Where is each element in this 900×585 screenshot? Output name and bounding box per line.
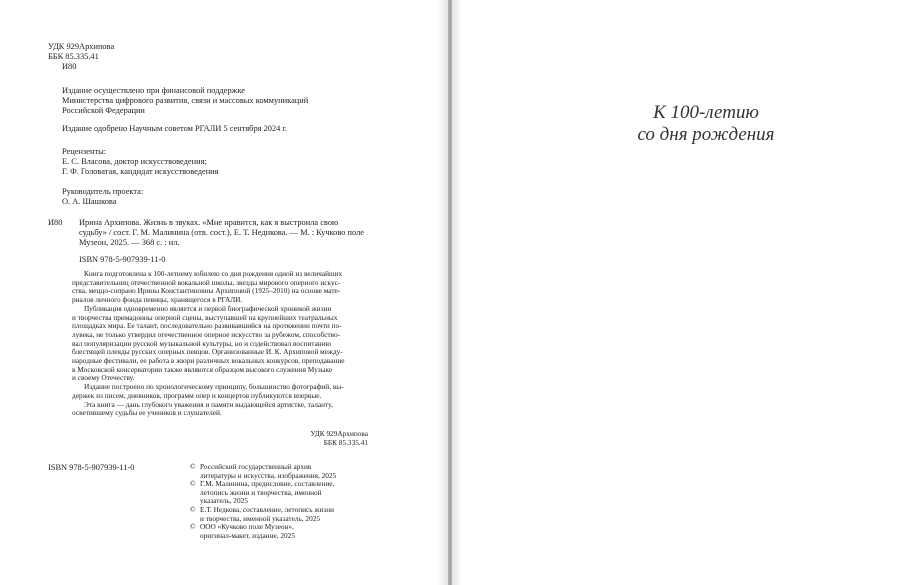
- reviewer: Е. С. Власова, доктор искусствоведения;: [62, 157, 207, 166]
- copyright-line: Г.М. Малинина, предисловие, составление,: [200, 479, 335, 489]
- annotation-line: риалов личного фонда певицы, хранящегося в РГАЛИ.: [72, 296, 243, 305]
- annotation-line: вал популяризации русской музыкальной культуры, но и содействовал воспитанию: [72, 339, 332, 348]
- reviewers-label: Рецензенты:: [62, 147, 107, 156]
- annotation-line: и творчества примадонны оперной сцены, выступавшей на крупнейших театральных: [72, 313, 338, 322]
- annotation-paragraph: [72, 305, 368, 383]
- copyright-symbol: ©: [190, 479, 196, 489]
- bottom-udk: УДК 929Архипова: [310, 429, 368, 438]
- catalog-line: судьбу» / сост. Г. М. Малинина (отв. сост.), Е. Т. Неднкова. — М. : Кучково поле: [79, 228, 364, 237]
- copyright-line: Российский государственный архив: [200, 462, 312, 471]
- copyright-line: литературы и искусства, изображения, 2025: [200, 470, 337, 480]
- bottom-bbk: ББК 85.335.41: [323, 437, 368, 447]
- author-mark: И80: [62, 62, 77, 71]
- bbk-code: ББК 85.335.41: [48, 52, 99, 61]
- classification-block: [48, 42, 114, 72]
- copyright-line: и творчества, именной указатель, 2025: [200, 513, 321, 523]
- annotation-paragraph: [72, 401, 368, 418]
- support-note: [62, 86, 308, 116]
- annotation-line: народные фестивали, ее работа в жюри различных вокальных конкурсов, преподавание: [72, 357, 345, 366]
- catalog-isbn: ISBN 978-5-907939-11-0: [79, 255, 166, 264]
- annotation: [72, 270, 368, 418]
- annotation-paragraph: [72, 270, 368, 305]
- catalog-entry: [79, 218, 364, 248]
- copyright-line: оригинал-макет, издание, 2025: [200, 530, 295, 540]
- project-head-block: [62, 187, 143, 207]
- annotation-line: лувека, не только утвердил отечественное оперное искусство за рубежом, способство-: [72, 330, 341, 339]
- copyright-entry: [190, 506, 360, 523]
- support-line: Российской Федерации: [62, 106, 145, 115]
- copyright-entry: [190, 463, 360, 480]
- project-head-name: О. А. Шашкова: [62, 197, 117, 206]
- right-page: [452, 0, 900, 585]
- copyright-entry: [190, 523, 360, 540]
- annotation-line: представительниц отечественной вокальной школы, звезды мирового оперного искус-: [72, 278, 341, 287]
- approval-note: Издание одобрено Научным советом РГАЛИ 5 сентября 2024 г.: [62, 124, 287, 133]
- reviewers-block: [62, 147, 219, 177]
- annotation-line: в Московской консерватории также являются образцом высокого служения Музыке: [72, 365, 333, 374]
- copyright-line: Е.Т. Недкова, составление, летопись жизни: [200, 504, 335, 514]
- annotation-line: и своему Отечеству.: [72, 374, 135, 383]
- annotation-line: ства, меццо-сопрано Ирины Константиновны Архиповой (1925–2010) на основе мате-: [72, 287, 341, 296]
- copyright-line: ООО «Кучково поле Музеон»,: [200, 522, 294, 532]
- annotation-line: осветившему судьбы ее учеников и слушателей.: [72, 409, 222, 418]
- dedication-line: К 100-летию: [653, 102, 759, 123]
- support-line: Издание осуществлено при финансовой поддержке: [62, 86, 246, 95]
- annotation-line: площадках мира. Ее талант, последовательно развивавшийся на протяжении почти по-: [72, 322, 342, 331]
- annotation-line: Книга подготовлена к 100-летнему юбилею со дня рождения одной из величайших: [84, 270, 343, 278]
- copyright-symbol: ©: [190, 504, 196, 514]
- dedication-line: со дня рождения: [637, 124, 775, 145]
- annotation-line: Издание построено по хронологическому принципу, большинство фотографий, вы-: [84, 383, 344, 392]
- catalog-line: Музеон, 2025. — 368 с. : ил.: [79, 238, 180, 247]
- project-head-label: Руководитель проекта:: [62, 187, 144, 196]
- annotation-line: Эта книга — дань глубокого уважения и памяти выдающейся артистке, таланту,: [84, 400, 333, 409]
- copyright-block: [190, 463, 360, 540]
- udk-code: УДК 929Архипова: [48, 42, 115, 51]
- copyright-line: указатель, 2025: [200, 496, 248, 506]
- footer-isbn: ISBN 978-5-907939-11-0: [48, 463, 135, 472]
- annotation-paragraph: [72, 383, 368, 400]
- reviewer: Г. Ф. Головатая, кандидат искусствоведения: [62, 167, 219, 176]
- catalog-mark: И80: [48, 218, 63, 227]
- copyright-symbol: ©: [190, 462, 196, 471]
- annotation-line: блестящей плеяды русских оперных певцов. Организованные И. К. Архиповой между-: [72, 348, 343, 357]
- support-line: Министерства цифрового развития, связи и массовых коммуникаций: [62, 96, 309, 105]
- bottom-classification: [310, 430, 368, 447]
- catalog-line: Ирина Архипова. Жизнь в звуках. «Мне нравится, как я выстроила свою: [79, 218, 339, 227]
- copyright-line: летопись жизни и творчества, именной: [200, 487, 322, 497]
- dedication: [586, 102, 826, 146]
- copyright-symbol: ©: [190, 522, 196, 532]
- copyright-entry: [190, 480, 360, 506]
- annotation-line: Публикация одновременно является и первой биографической хроникой жизни: [84, 304, 332, 313]
- left-page: [0, 0, 448, 585]
- annotation-line: держек из писем, дневников, программ опер и концертов публикуются впервые.: [72, 391, 322, 400]
